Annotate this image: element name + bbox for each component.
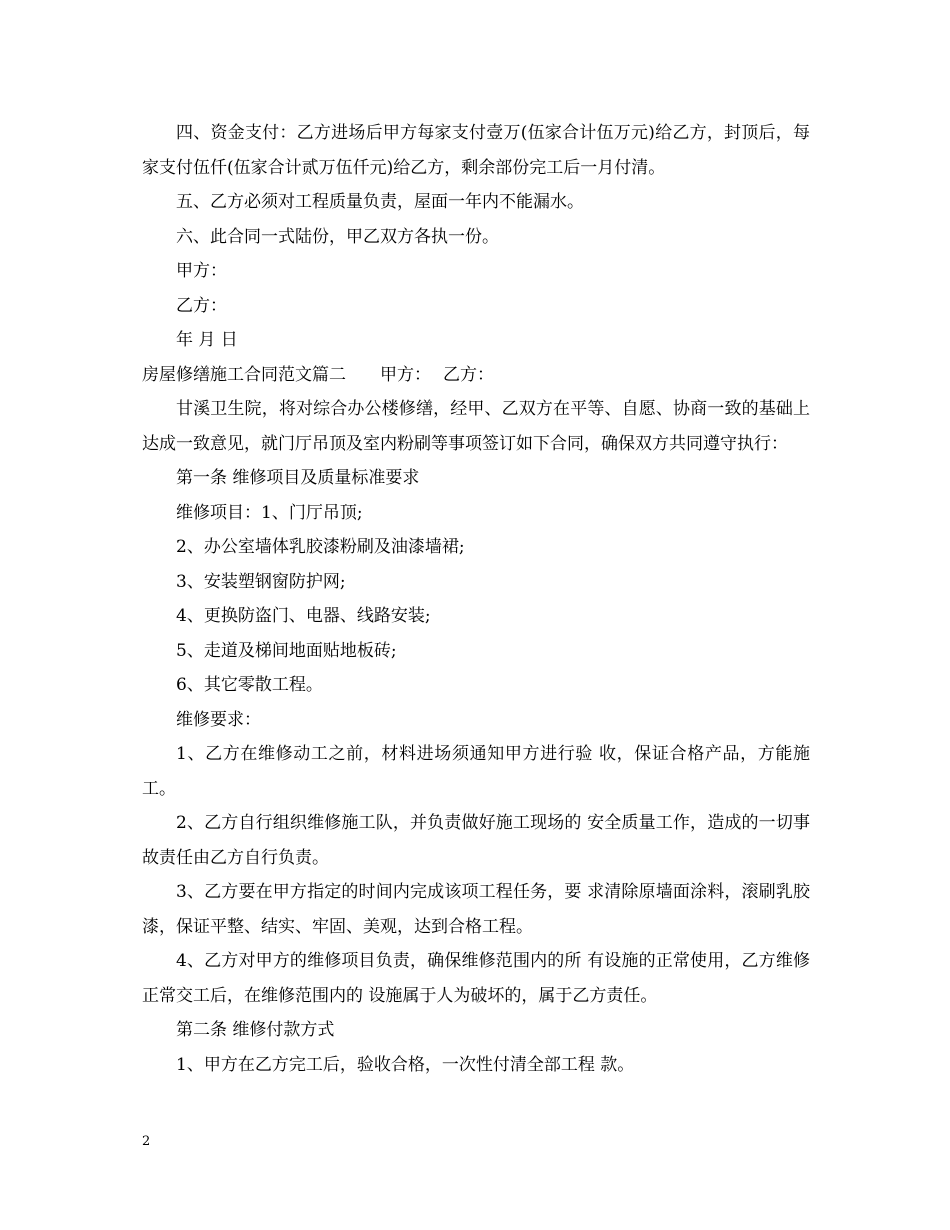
- signature-date: 年 月 日: [176, 330, 238, 350]
- list-item: 4、更换防盗门、电器、线路安装;: [176, 606, 431, 626]
- list-item: 5、走道及梯间地面贴地板砖;: [176, 640, 397, 661]
- document-body: [142, 116, 810, 1082]
- requirement-item: 4、乙方对甲方的维修项目负责，确保维修范围内的所 有设施的正常使用，乙方维修正常交工后，在维修范围内的 设施属于人为破坏的，属于乙方责任。: [142, 951, 810, 1006]
- payment-item: 1、甲方在乙方完工后，验收合格，一次性付清全部工程 款。: [176, 1054, 635, 1075]
- article-two-heading: 第二条 维修付款方式: [176, 1020, 335, 1040]
- requirement-item: 2、乙方自行组织维修施工队，并负责做好施工现场的 安全质量工作，造成的一切事故责任由乙方自行负责。: [142, 813, 810, 868]
- heading-party-b: 乙方：: [443, 364, 494, 385]
- requirement-item: 3、乙方要在甲方指定的时间内完成该项工程任务，要 求清除原墙面涂料，滚刷乳胶漆，保证平整、结实、牢固、美观，达到合格工程。: [142, 882, 810, 937]
- signature-party-a: 甲方：: [176, 261, 227, 281]
- section-heading-line: [142, 358, 810, 393]
- list-item: 2、办公室墙体乳胶漆粉刷及油漆墙裙;: [176, 537, 465, 557]
- paragraph-copies: 六、此合同一式陆份，甲乙双方各执一份。: [176, 226, 499, 247]
- paragraph-intro: 甘溪卫生院，将对综合办公楼修缮，经甲、乙双方在平等、自愿、协商一致的基础上达成一致意见，就门厅吊顶及室内粉刷等事项签订如下合同，确保双方共同遵守执行：: [142, 399, 810, 454]
- signature-party-b: 乙方：: [176, 295, 227, 316]
- section-title: 房屋修缮施工合同范文篇二: [142, 364, 346, 385]
- paragraph-quality: 五、乙方必须对工程质量负责，屋面一年内不能漏水。: [176, 192, 584, 212]
- list-item: 3、安装塑钢窗防护网;: [176, 571, 346, 592]
- paragraph-payment: 四、资金支付：乙方进场后甲方每家支付壹万(伍家合计伍万元)给乙方，封顶后，每家支付伍仟(伍家合计贰万伍仟元)给乙方，剩余部份完工后一月付清。: [142, 123, 810, 178]
- page-number: 2: [142, 1134, 151, 1149]
- article-one-heading: 第一条 维修项目及质量标准要求: [176, 468, 420, 488]
- list-item: 6、其它零散工程。: [176, 675, 323, 695]
- heading-party-a: 甲方：: [380, 364, 431, 385]
- requirement-item: 1、乙方在维修动工之前，材料进场须通知甲方进行验 收，保证合格产品，方能施工。: [142, 744, 810, 799]
- requirements-heading: 维修要求：: [176, 709, 261, 730]
- list-item: 维修项目：1、门厅吊顶;: [176, 502, 363, 523]
